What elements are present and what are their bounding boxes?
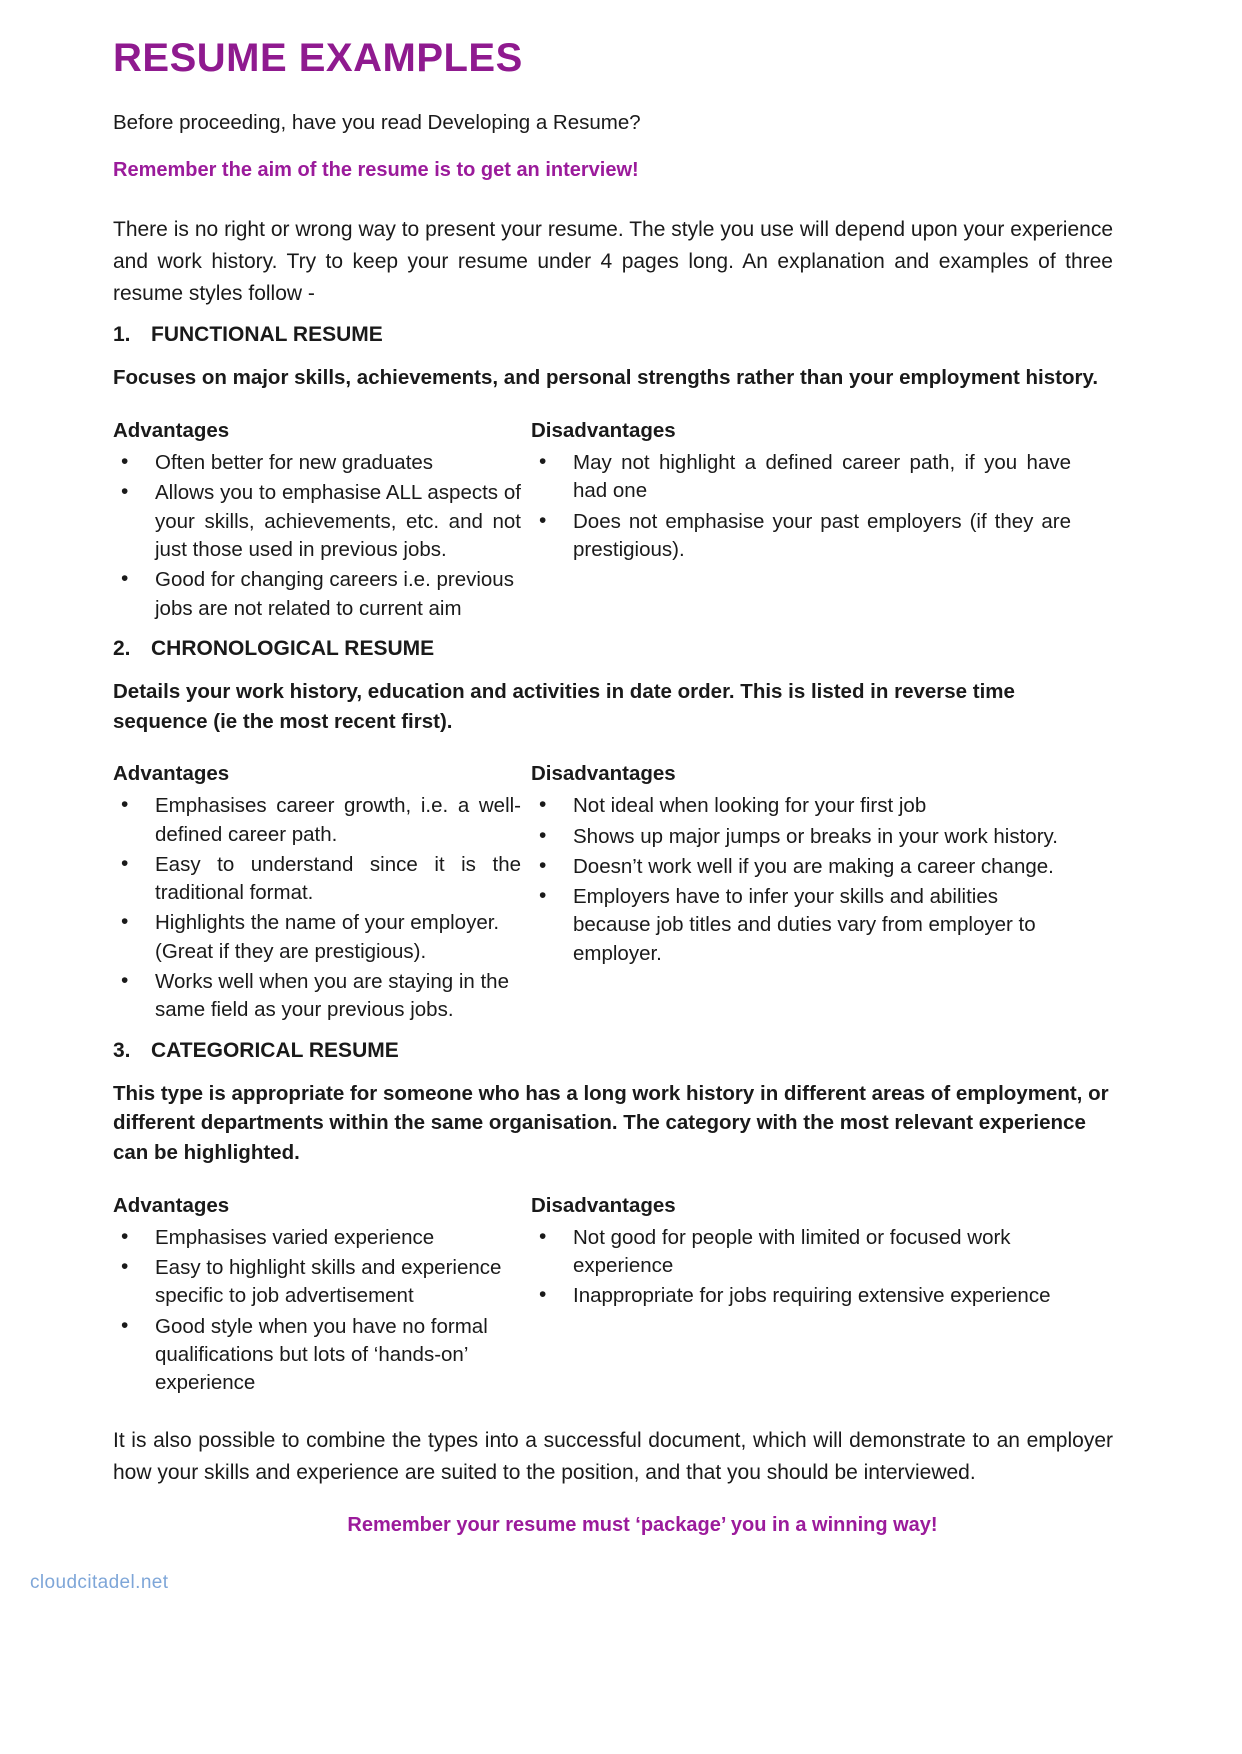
list-item: • Works well when you are staying in the same field as your previous jobs.	[113, 968, 521, 1025]
advantages-heading: Advantages	[113, 762, 230, 786]
list-item: • Not good for people with limited or focused work experience	[531, 1224, 1071, 1281]
section-number: 2.	[113, 636, 131, 660]
disadvantages-column	[531, 419, 1071, 625]
disadvantages-list	[531, 449, 1071, 564]
list-item: • Emphasises career growth, i.e. a well-defined career path.	[113, 792, 521, 849]
list-item: • Highlights the name of your employer. (Great if they are prestigious).	[113, 909, 521, 966]
advantages-heading: Advantages	[113, 1193, 230, 1217]
footer-watermark: cloudcitadel.net	[30, 1572, 169, 1593]
section-chronological-resume	[113, 637, 1142, 1027]
list-item: • Not ideal when looking for your first job	[531, 792, 1071, 820]
disadvantages-column	[531, 1194, 1071, 1400]
list-item: • Inappropriate for jobs requiring extensive experience	[531, 1282, 1071, 1310]
advantages-disadvantages-columns	[113, 1194, 1142, 1400]
highlight-note: Remember the aim of the resume is to get an interview!	[113, 158, 639, 181]
advantages-disadvantages-columns	[113, 762, 1142, 1026]
advantages-heading: Advantages	[113, 419, 230, 443]
section-categorical-resume	[113, 1039, 1142, 1400]
section-description: Focuses on major skills, achievements, and personal strengths rather than your employment history.	[113, 366, 1099, 390]
section-heading-text: FUNCTIONAL RESUME	[151, 323, 383, 347]
disadvantages-list	[531, 792, 1071, 968]
list-item: • Easy to understand since it is the traditional format.	[113, 851, 521, 908]
advantages-column	[113, 1194, 531, 1400]
advantages-disadvantages-columns	[113, 419, 1142, 625]
disadvantages-heading: Disadvantages	[531, 762, 676, 786]
advantages-list	[113, 1224, 521, 1398]
section-description: Details your work history, education and activities in date order. This is listed in reverse time sequence (ie the most recent first).	[113, 679, 1015, 733]
section-heading	[113, 323, 1142, 347]
section-heading-text: CATEGORICAL RESUME	[151, 1038, 399, 1062]
list-item: • Does not emphasise your past employers (if they are prestigious).	[531, 508, 1071, 565]
intro-paragraph: There is no right or wrong way to present your resume. The style you use will depend upon your experience and work history. Try to keep your resume under 4 pages long. An explanation and examples of three resume styles follow -	[113, 217, 1113, 305]
advantages-column	[113, 419, 531, 625]
list-item: • Good style when you have no formal qualifications but lots of ‘hands-on’ experience	[113, 1313, 521, 1398]
list-item: • Emphasises varied experience	[113, 1224, 521, 1252]
section-heading-text: CHRONOLOGICAL RESUME	[151, 636, 435, 660]
advantages-list	[113, 449, 521, 623]
section-description: This type is appropriate for someone who has a long work history in different areas of employment, or different departments within the same organisation. The category with the most relevant experience can be highlighted.	[113, 1081, 1109, 1164]
list-item: • Easy to highlight skills and experience specific to job advertisement	[113, 1254, 521, 1311]
section-functional-resume	[113, 323, 1142, 624]
intro-question: Before proceeding, have you read Developing a Resume?	[113, 111, 641, 134]
disadvantages-list	[531, 1224, 1071, 1311]
list-item: • May not highlight a defined career path, if you have had one	[531, 449, 1071, 506]
section-number: 1.	[113, 323, 131, 347]
disadvantages-heading: Disadvantages	[531, 419, 676, 443]
closing-highlight: Remember your resume must ‘package’ you in a winning way!	[347, 1514, 938, 1537]
list-item: • Employers have to infer your skills and abilities because job titles and duties vary from employer to employer.	[531, 883, 1071, 968]
advantages-list	[113, 792, 521, 1024]
list-item: • Often better for new graduates	[113, 449, 521, 477]
section-heading	[113, 637, 1142, 661]
closing-paragraph: It is also possible to combine the types into a successful document, which will demonstrate to an employer how your skills and experience are suited to the position, and that you should be interviewed.	[113, 1429, 1113, 1484]
list-item: • Allows you to emphasise ALL aspects of your skills, achievements, etc. and not just those used in previous jobs.	[113, 479, 521, 564]
section-heading	[113, 1039, 1142, 1063]
disadvantages-column	[531, 762, 1071, 1026]
advantages-column	[113, 762, 531, 1026]
page-title: RESUME EXAMPLES	[113, 36, 523, 80]
list-item: • Doesn’t work well if you are making a career change.	[531, 853, 1071, 881]
list-item: • Good for changing careers i.e. previous jobs are not related to current aim	[113, 566, 521, 623]
list-item: • Shows up major jumps or breaks in your work history.	[531, 823, 1071, 851]
disadvantages-heading: Disadvantages	[531, 1193, 676, 1217]
section-number: 3.	[113, 1038, 131, 1062]
